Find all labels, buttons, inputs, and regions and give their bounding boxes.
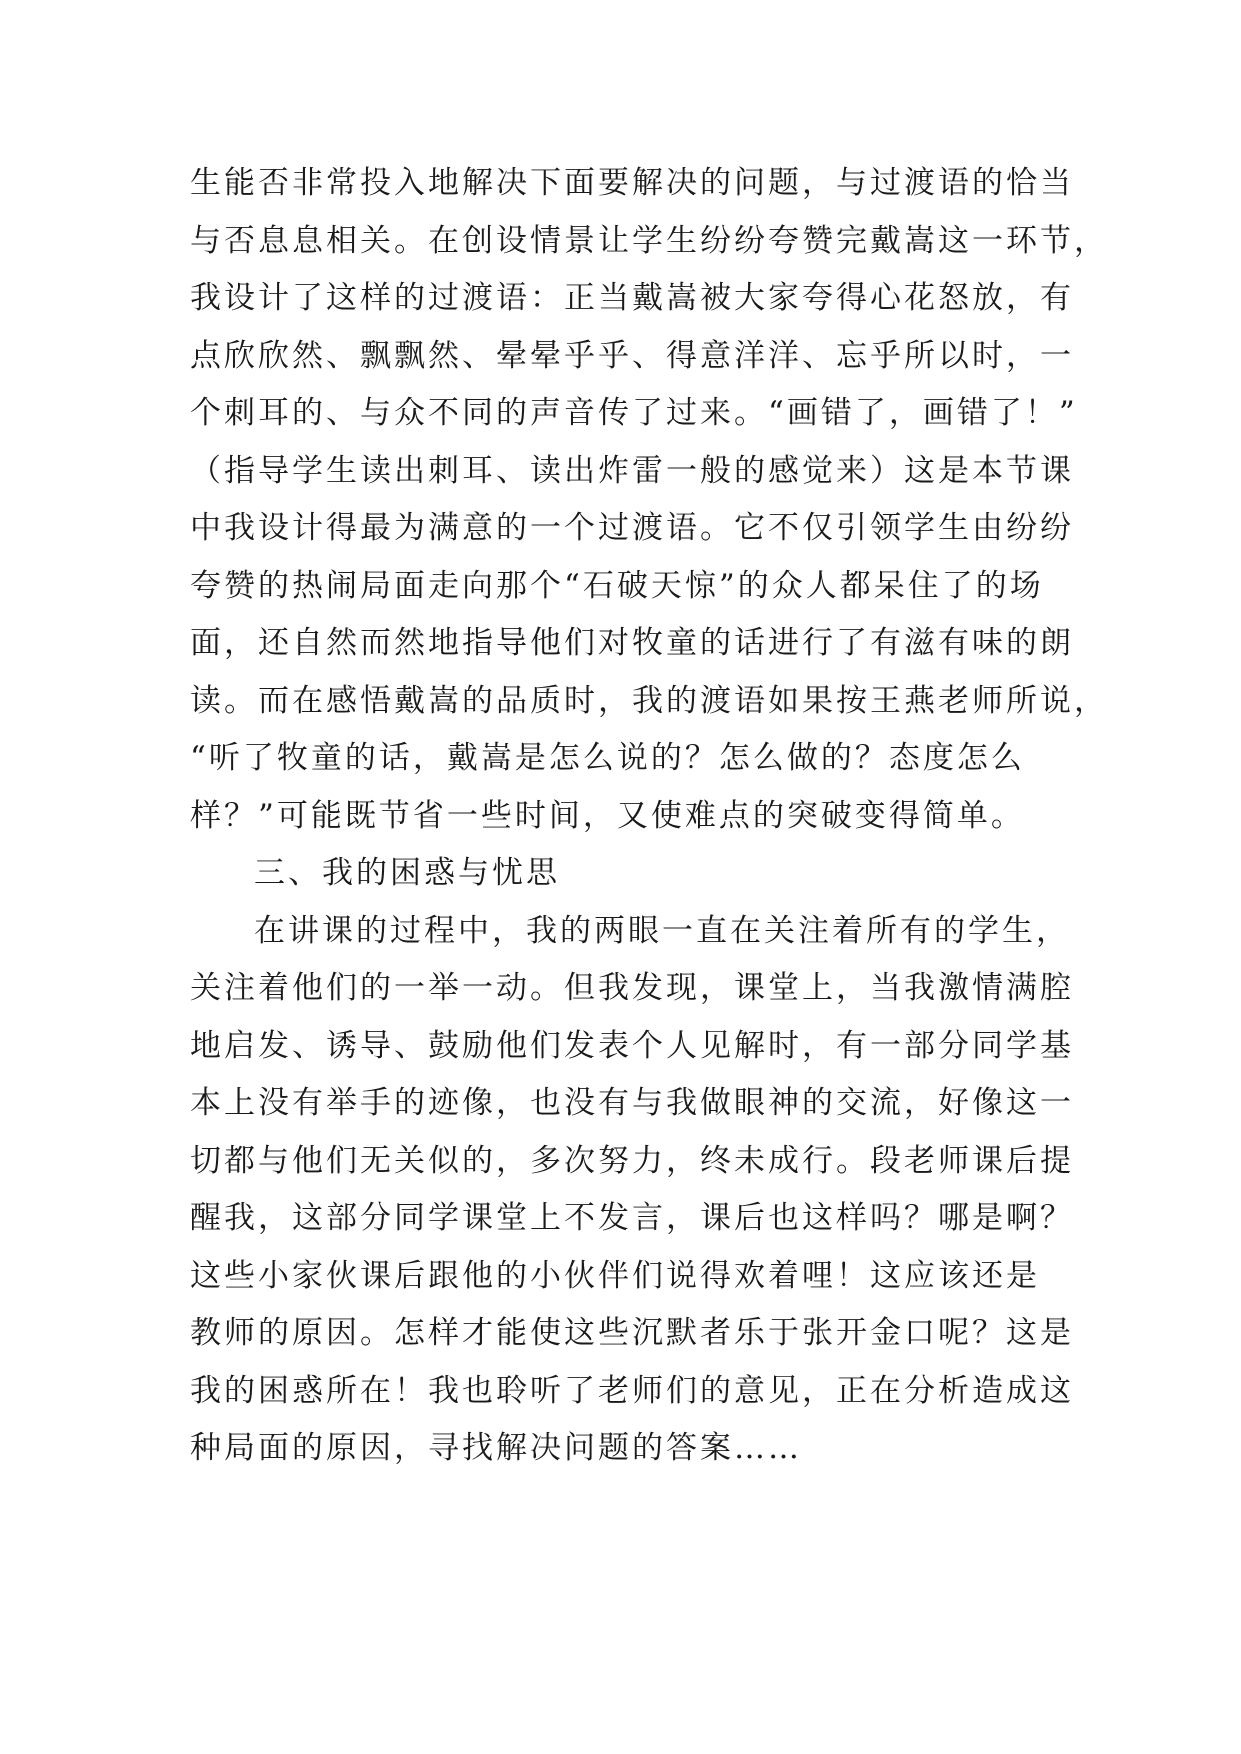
text-line: 与否息息相关。在创设情景让学生纷纷夸赞完戴嵩这一环节， [190,222,1108,259]
text-line: 面，还自然而然地指导他们对牧童的话进行了有滋有味的朗 [190,625,1074,661]
text-line: （指导学生读出刺耳、读出炸雷一般的感觉来）这是本节课 [190,452,1074,489]
text-line: 这些小家伙课后跟他的小伙伴们说得欢着哩！这应该还是 [190,1257,1040,1294]
text-line: 种局面的原因，寻找解决问题的答案…… [190,1430,802,1466]
text-line: 我的困惑所在！我也聆听了老师们的意见，正在分析造成这 [190,1372,1074,1409]
text-line: 读。而在感悟戴嵩的品质时，我的渡语如果按王燕老师所说， [190,682,1108,719]
text-line: 地启发、诱导、鼓励他们发表个人见解时，有一部分同学基 [190,1027,1074,1064]
text-line: 生能否非常投入地解决下面要解决的问题，与过渡语的恰当 [190,165,1074,201]
text-line: 夸赞的热闹局面走向那个“石破天惊”的众人都呆住了的场 [190,567,1044,604]
text-line: 关注着他们的一举一动。但我发现，课堂上，当我激情满腔 [190,970,1074,1006]
text-line: 教师的原因。怎样才能使这些沉默者乐于张开金口呢？这是 [190,1315,1074,1351]
text-line: 点欣欣然、飘飘然、晕晕乎乎、得意洋洋、忘乎所以时，一 [190,337,1074,374]
text-line: 我设计了这样的过渡语：正当戴嵩被大家夸得心花怒放，有 [190,280,1074,316]
text-line: 样？”可能既节省一些时间，又使难点的突破变得简单。 [190,797,1025,834]
text-line: 醒我，这部分同学课堂上不发言，课后也这样吗？哪是啊？ [190,1200,1074,1236]
section-heading: 三、我的困惑与忧思 [254,855,560,891]
text-line: 本上没有举手的迹像，也没有与我做眼神的交流，好像这一 [190,1085,1074,1121]
text-line: 在讲课的过程中，我的两眼一直在关注着所有的学生， [254,912,1070,949]
text-line: “听了牧童的话，戴嵩是怎么说的？怎么做的？态度怎么 [190,740,1025,776]
text-line: 个刺耳的、与众不同的声音传了过来。“画错了，画错了！” [190,395,1078,431]
document-body [190,155,1108,1478]
text-line: 中我设计得最为满意的一个过渡语。它不仅引领学生由纷纷 [190,510,1074,546]
text-line: 切都与他们无关似的，多次努力，终未成行。段老师课后提 [190,1142,1074,1179]
